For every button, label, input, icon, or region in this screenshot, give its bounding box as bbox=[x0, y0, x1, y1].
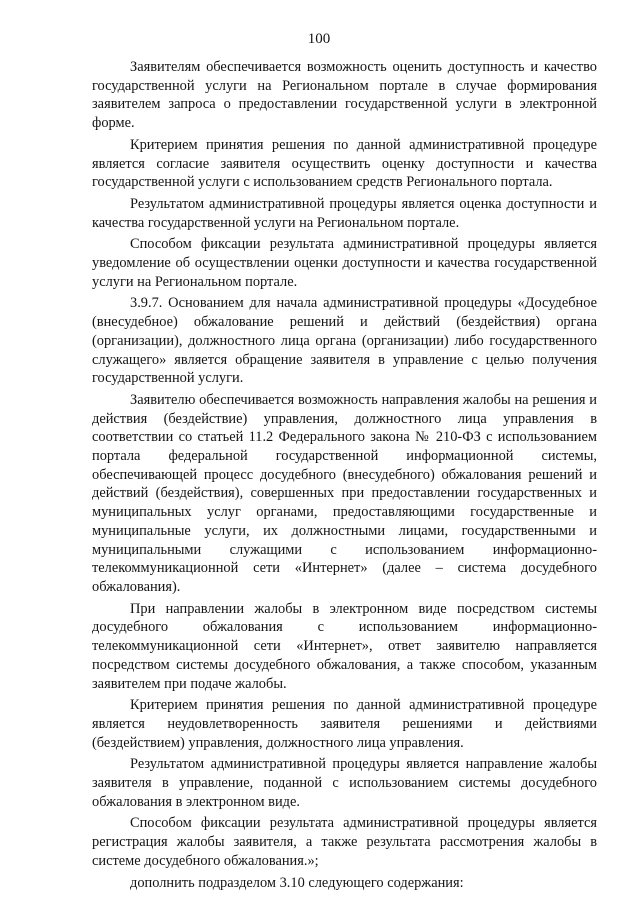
paragraph: дополнить подразделом 3.10 следующего содержания: bbox=[130, 874, 464, 891]
document-body bbox=[92, 58, 597, 892]
page-number: 100 bbox=[307, 31, 331, 47]
paragraph: Заявителям обеспечивается возможность оценить доступность и качество государственной услуги на Региональном портале в случае формирования заявителем запроса о предоставлении государственной услуги в электронной форме. bbox=[92, 59, 597, 132]
paragraph: Результатом административной процедуры является оценка доступности и качества государственной услуги на Региональном портале. bbox=[92, 195, 597, 231]
paragraph: Способом фиксации результата административной процедуры является уведомление об осуществлении оценки доступности и качества государственной услуги на Региональном портале. bbox=[92, 236, 597, 290]
paragraph: Результатом административной процедуры является направление жалобы заявителя в управление, поданной с использованием системы досудебного обжалования в электронном виде. bbox=[92, 756, 597, 810]
paragraph: Критерием принятия решения по данной административной процедуре является согласие заявителя осуществить оценку доступности и качества государственной услуги с использованием средств Регионального портала. bbox=[92, 136, 597, 191]
paragraph: При направлении жалобы в электронном виде посредством системы досудебного обжалования с использованием информационно-телекоммуникационной сети «Интернет», ответ заявителю направляется посредством системы досудебного обжалования, а также способом, указанным заявителем при подаче жалобы. bbox=[92, 600, 597, 692]
paragraph: Заявителю обеспечивается возможность направления жалобы на решения и действия (бездействие) управления, должностного лица управления в соответствии со статьей 11.2 Федерального закона № 210-ФЗ с использованием портала федеральной государственной информационной системы, обеспечивающей процесс досудебного (внесудебного) обжалования решений и действий (бездействия), совершенных при предоставлении государственных и муниципальных услуг органами, предоставляющими государственные и муниципальные услуги, их должностными лицами, государственными и муниципальными служащими с использованием информационно-телекоммуникационной сети «Интернет» (далее – система досудебного обжалования). bbox=[92, 391, 597, 595]
paragraph: 3.9.7. Основанием для начала административной процедуры «Досудебное (внесудебное) обжалование решений и действий (бездействия) органа (организации), должностного лица органа (организации) либо государственного служащего» является обращение заявителя в управление с целью получения государственной услуги. bbox=[92, 295, 597, 387]
paragraph: Способом фиксации результата административной процедуры является регистрация жалобы заявителя, а также результата рассмотрения жалобы в системе досудебного обжалования.»; bbox=[92, 815, 597, 869]
paragraph: Критерием принятия решения по данной административной процедуре является неудовлетворенность заявителя решениями и действиями (бездействием) управления, должностного лица управления. bbox=[92, 697, 597, 751]
